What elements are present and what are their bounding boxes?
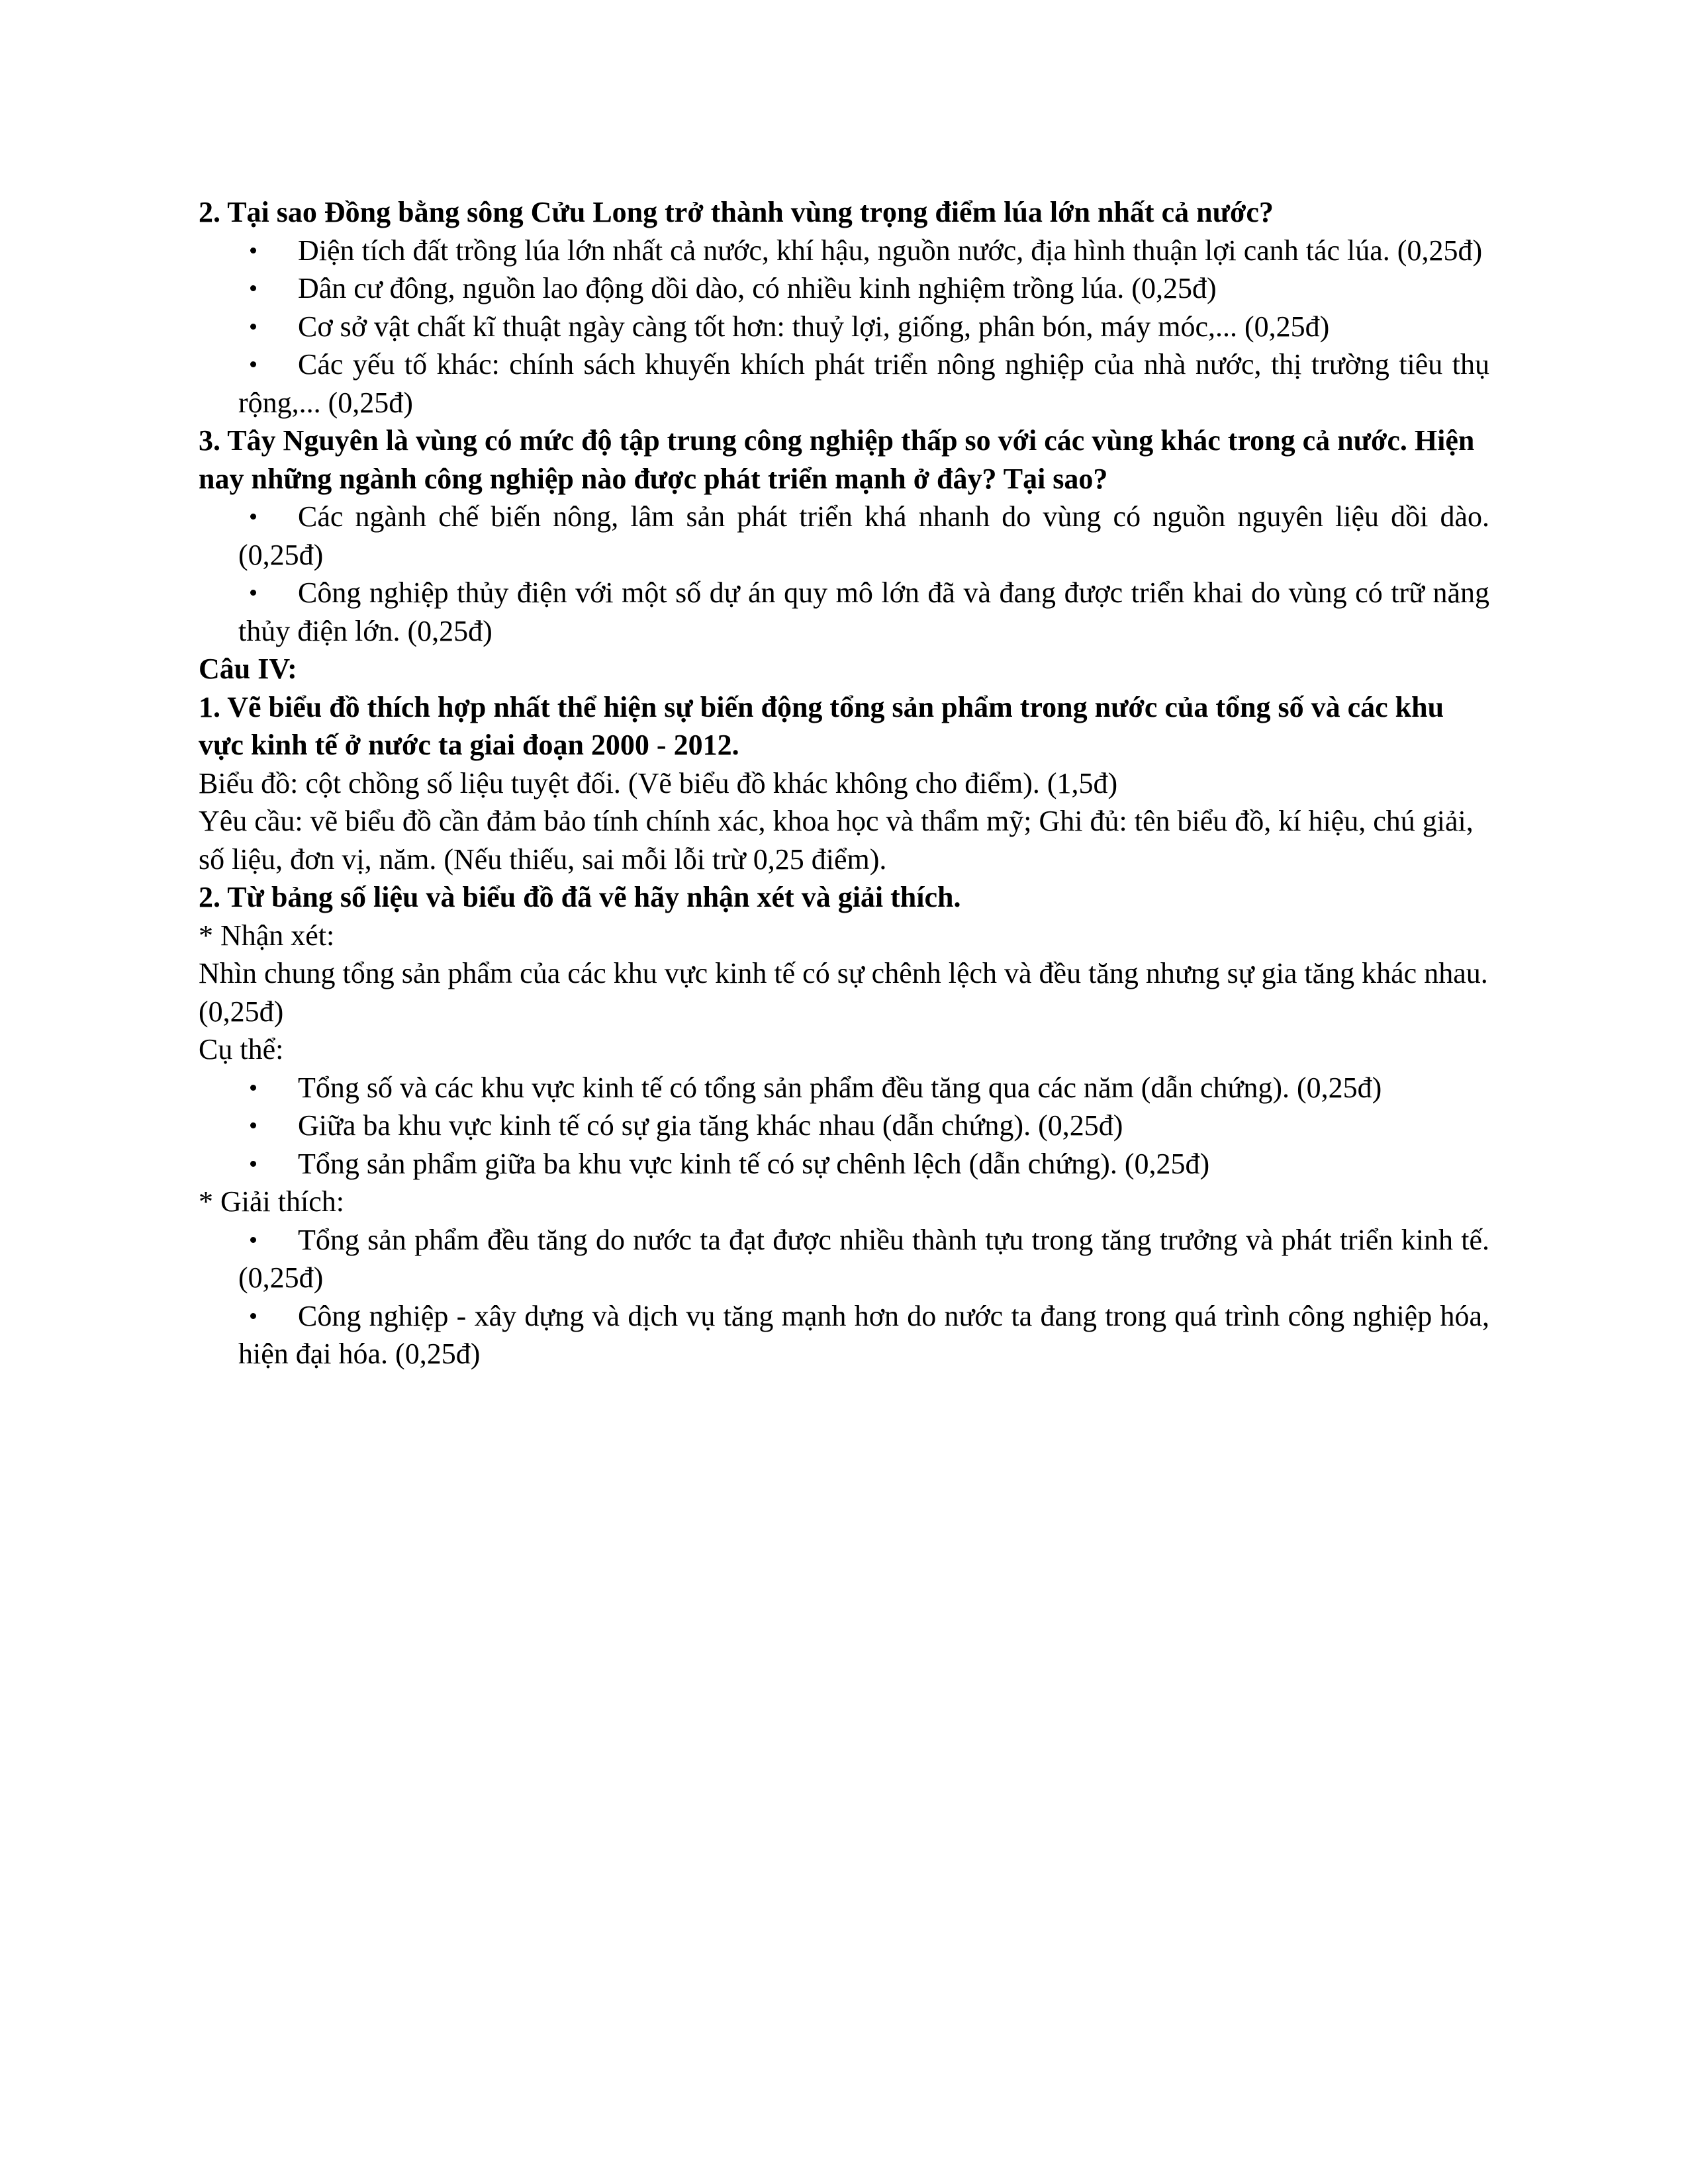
list-item xyxy=(199,1145,1489,1183)
question-2-answers xyxy=(199,232,1489,422)
bullet-icon xyxy=(250,1161,256,1167)
question-3-heading: 3. Tây Nguyên là vùng có mức độ tập trung công nghiệp thấp so với các vùng khác trong cả nước. Hiện nay những ngành công nghiệp nào được phát triển mạnh ở đây? Tại sao? xyxy=(199,424,1475,495)
comment-label: * Nhận xét: xyxy=(199,919,335,952)
cau-iv-question-2-heading: 2. Từ bảng số liệu và biểu đồ đã vẽ hãy nhận xét và giải thích. xyxy=(199,881,961,913)
bullet-text: Các yếu tố khác: chính sách khuyến khích phát triển nông nghiệp của nhà nước, thị trường tiêu thụ rộng,... (0,25đ) xyxy=(238,348,1489,419)
bullet-text: Tổng số và các khu vực kinh tế có tổng sản phẩm đều tăng qua các năm (dẫn chứng). (0,25đ) xyxy=(298,1071,1382,1104)
bullet-text: Các ngành chế biến nông, lâm sản phát triển khá nhanh do vùng có nguồn nguyên liệu dồi dào. (0,25đ) xyxy=(238,500,1489,571)
list-item xyxy=(199,232,1489,270)
bullet-icon xyxy=(250,1237,256,1243)
chart-requirements: Yêu cầu: vẽ biểu đồ cần đảm bảo tính chính xác, khoa học và thẩm mỹ; Ghi đủ: tên biểu đồ, kí hiệu, chú giải, số liệu, đơn vị, năm. (Nếu thiếu, sai mỗi lỗi trừ 0,25 điểm). xyxy=(199,805,1474,876)
cau-iv-title: Câu IV: xyxy=(199,653,297,685)
bullet-text: Công nghiệp - xây dựng và dịch vụ tăng mạnh hơn do nước ta đang trong quá trình công nghiệp hóa, hiện đại hóa. (0,25đ) xyxy=(238,1299,1489,1370)
list-item xyxy=(199,498,1489,574)
list-item xyxy=(199,574,1489,650)
bullet-icon xyxy=(250,248,256,253)
bullet-text: Dân cư đông, nguồn lao động dồi dào, có nhiều kinh nghiệm trồng lúa. (0,25đ) xyxy=(298,272,1217,304)
list-item xyxy=(199,308,1489,346)
bullet-icon xyxy=(250,514,256,520)
bullet-text: Tổng sản phẩm giữa ba khu vực kinh tế có sự chênh lệch (dẫn chứng). (0,25đ) xyxy=(298,1147,1210,1180)
bullet-text: Công nghiệp thủy điện với một số dự án quy mô lớn đã và đang được triển khai do vùng có trữ năng thủy điện lớn. (0,25đ) xyxy=(238,576,1489,647)
bullet-icon xyxy=(250,361,256,367)
bullet-text: Giữa ba khu vực kinh tế có sự gia tăng khác nhau (dẫn chứng). (0,25đ) xyxy=(298,1109,1123,1142)
bullet-icon xyxy=(250,1122,256,1128)
list-item xyxy=(199,1297,1489,1373)
bullet-icon xyxy=(250,324,256,330)
question-2-heading: 2. Tại sao Đồng bằng sông Cửu Long trở thành vùng trọng điểm lúa lớn nhất cả nước? xyxy=(199,196,1274,228)
bullet-icon xyxy=(250,590,256,596)
bullet-text: Cơ sở vật chất kĩ thuật ngày càng tốt hơn: thuỷ lợi, giống, phân bón, máy móc,... (0,25đ) xyxy=(298,310,1330,343)
list-item xyxy=(199,345,1489,422)
cau-iv-question-1-heading: 1. Vẽ biểu đồ thích hợp nhất thể hiện sự biến động tổng sản phẩm trong nước của tổng số và các khu vực kinh tế ở nước ta giai đoạn 2000 - 2012. xyxy=(199,690,1444,761)
bullet-icon xyxy=(250,285,256,291)
list-item xyxy=(199,269,1489,308)
document-body xyxy=(199,193,1489,1373)
list-item xyxy=(199,1221,1489,1297)
bullet-text: Tổng sản phẩm đều tăng do nước ta đạt được nhiều thành tựu trong tăng trưởng và phát triển kinh tế. (0,25đ) xyxy=(238,1223,1489,1294)
chart-type-answer: Biểu đồ: cột chồng số liệu tuyệt đối. (Vẽ biểu đồ khác không cho điểm). (1,5đ) xyxy=(199,766,1118,799)
comment-general: Nhìn chung tổng sản phẩm của các khu vực kinh tế có sự chênh lệch và đều tăng nhưng sự gia tăng khác nhau. (0,25đ) xyxy=(199,957,1488,1028)
detail-label: Cụ thể: xyxy=(199,1033,284,1066)
explain-label: * Giải thích: xyxy=(199,1185,344,1218)
list-item xyxy=(199,1069,1489,1107)
detail-list xyxy=(199,1069,1489,1183)
list-item xyxy=(199,1107,1489,1145)
question-3-answers xyxy=(199,498,1489,650)
bullet-text: Diện tích đất trồng lúa lớn nhất cả nước, khí hậu, nguồn nước, địa hình thuận lợi canh tác lúa. (0,25đ) xyxy=(298,234,1483,267)
explain-list xyxy=(199,1221,1489,1373)
bullet-icon xyxy=(250,1313,256,1319)
bullet-icon xyxy=(250,1085,256,1091)
